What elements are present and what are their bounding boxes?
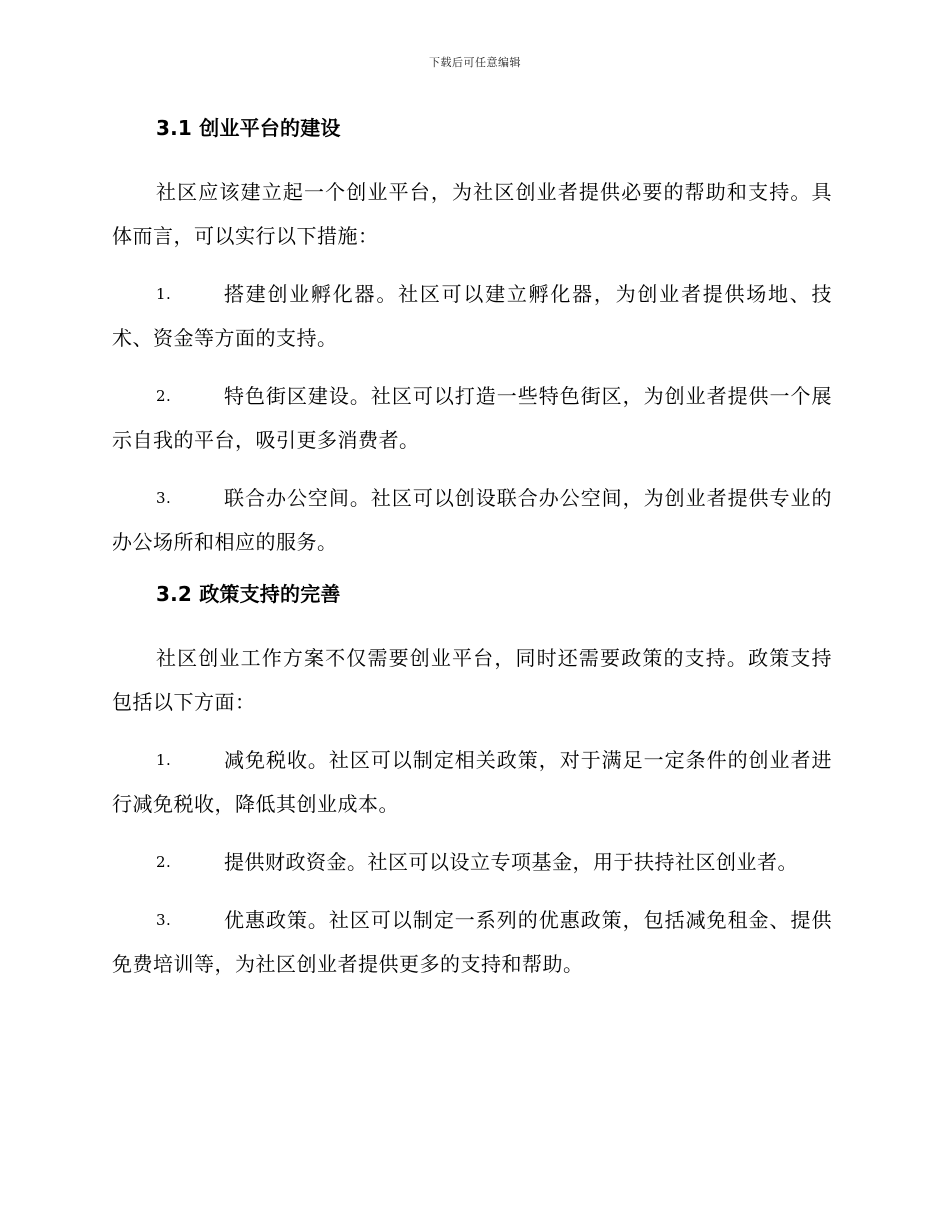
list-item	[112, 476, 832, 564]
list-item	[112, 898, 832, 986]
list-item-number: 3.	[156, 489, 172, 507]
list-item-number: 2.	[156, 853, 172, 871]
list-item-text: 特色街区建设。社区可以打造一些特色街区，为创业者提供一个展示自我的平台，吸引更多消费者。	[112, 384, 832, 452]
document-body	[112, 112, 832, 1000]
list-item-number: 2.	[156, 387, 172, 405]
section-heading-3-1: 3.1 创业平台的建设	[156, 116, 341, 140]
list-item	[112, 840, 832, 884]
list-item-text: 提供财政资金。社区可以设立专项基金，用于扶持社区创业者。	[224, 850, 798, 874]
section-intro-paragraph: 社区创业工作方案不仅需要创业平台，同时还需要政策的支持。政策支持包括以下方面：	[112, 646, 832, 714]
list-item-text: 联合办公空间。社区可以创设联合办公空间，为创业者提供专业的办公场所和相应的服务。	[112, 486, 832, 554]
list-item-text: 减免税收。社区可以制定相关政策，对于满足一定条件的创业者进行减免税收，降低其创业成本。	[112, 748, 832, 816]
section-heading-3-2: 3.2 政策支持的完善	[156, 582, 341, 606]
section-intro-paragraph: 社区应该建立起一个创业平台，为社区创业者提供必要的帮助和支持。具体而言，可以实行以下措施：	[112, 180, 832, 248]
list-item	[112, 272, 832, 360]
list-item-number: 1.	[156, 751, 172, 769]
page-header-note: 下载后可任意编辑	[429, 56, 521, 69]
list-item-text: 优惠政策。社区可以制定一系列的优惠政策，包括减免租金、提供免费培训等，为社区创业者提供更多的支持和帮助。	[112, 908, 832, 976]
list-item-number: 1.	[156, 285, 172, 303]
list-item	[112, 738, 832, 826]
list-item-number: 3.	[156, 911, 172, 929]
list-item	[112, 374, 832, 462]
list-item-text: 搭建创业孵化器。社区可以建立孵化器，为创业者提供场地、技术、资金等方面的支持。	[112, 282, 832, 350]
